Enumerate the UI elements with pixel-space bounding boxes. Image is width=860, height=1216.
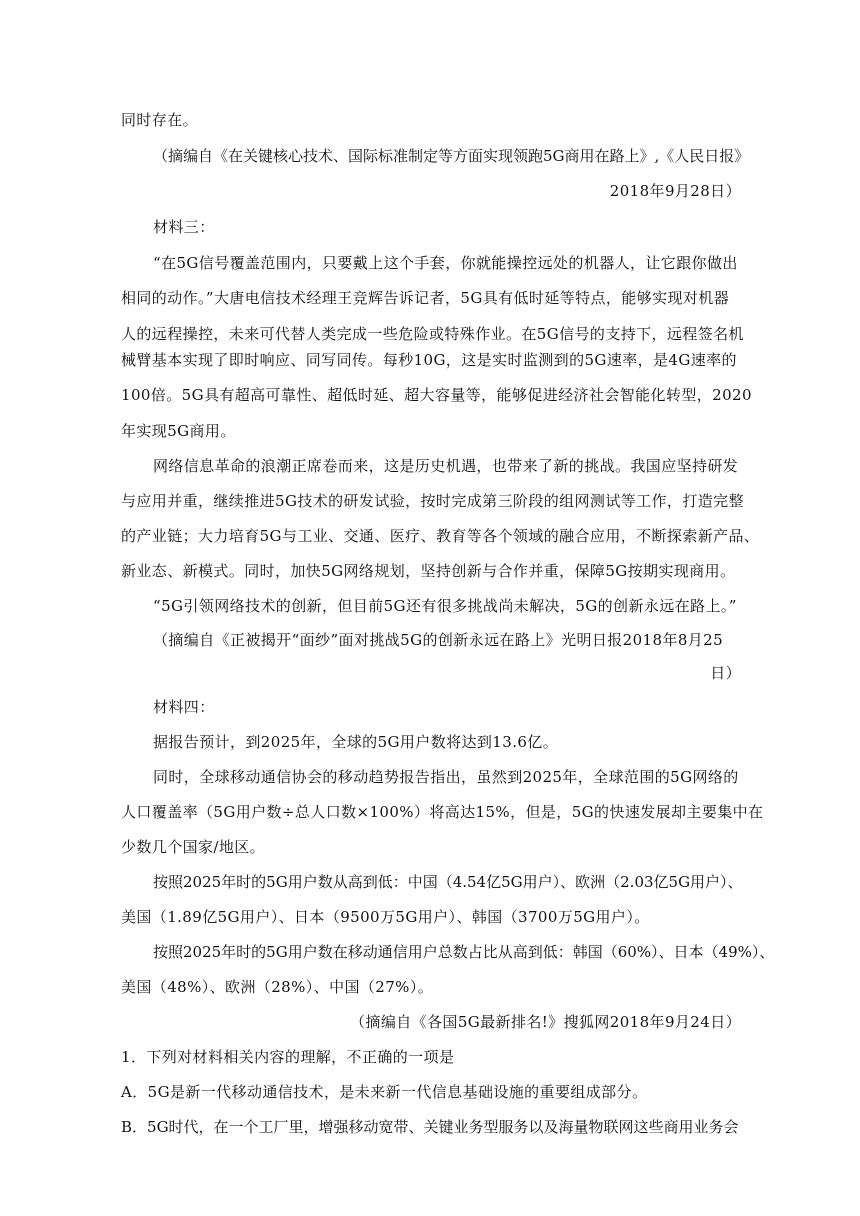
text-line: 年实现5G商用。 bbox=[121, 422, 236, 440]
citation-line: （摘编自《正被揭开“面纱”面对挑战5G的创新永远在路上》光明日报2018年8月25 bbox=[153, 631, 724, 649]
text-line: 相同的动作。”大唐电信技术经理王竞辉告诉记者，5G具有低时延等特点，能够实现对机器 bbox=[121, 289, 730, 307]
citation-date: 日） bbox=[710, 664, 741, 682]
text-line: 100倍。5G具有超高可靠性、超低时延、超大容量等，能够促进经济社会智能化转型，2020 bbox=[121, 386, 752, 404]
text-line: 人的远程操控，未来可代替人类完成一些危险或特殊作业。在5G信号的支持下，远程签名机 bbox=[121, 325, 744, 343]
section-heading: 材料三： bbox=[153, 218, 215, 236]
citation-date: 2018年9月28日） bbox=[609, 182, 741, 200]
option-a: A．5G是新一代移动通信技术，是未来新一代信息基础设施的重要组成部分。 bbox=[121, 1083, 648, 1101]
text-line: 人口覆盖率（5G用户数÷总人口数×100%）将高达15%，但是，5G的快速发展却主要集中在 bbox=[121, 803, 764, 821]
citation-line: （摘编自《在关键核心技术、国际标准制定等方面实现领跑5G商用在路上》,《人民日报》 bbox=[153, 147, 750, 165]
text-line: 少数几个国家/地区。 bbox=[121, 838, 266, 856]
citation-line: （摘编自《各国5G最新排名!》搜狐网2018年9月24日） bbox=[350, 1013, 741, 1031]
text-line: 按照2025年时的5G用户数从高到低：中国（4.54亿5G用户）、欧洲（2.03亿5G用户）、 bbox=[153, 873, 743, 891]
text-line: 与应用并重，继续推进5G技术的研发试验，按时完成第三阶段的组网测试等工作，打造完整 bbox=[121, 492, 744, 510]
text-line: 的产业链；大力培育5G与工业、交通、医疗、教育等各个领域的融合应用，不断探索新产品、 bbox=[121, 527, 760, 545]
text-line: 据报告预计，到2025年，全球的5G用户数将达到13.6亿。 bbox=[153, 733, 559, 751]
text-line: 网络信息革命的浪潮正席卷而来，这是历史机遇，也带来了新的挑战。我国应坚持研发 bbox=[153, 457, 739, 475]
text-line: 按照2025年时的5G用户数在移动通信用户总数占比从高到低：韩国（60%）、日本（49%）、 bbox=[153, 943, 775, 961]
text-line: 同时，全球移动通信协会的移动趋势报告指出，虽然到2025年，全球范围的5G网络的 bbox=[153, 768, 739, 786]
text-line: 美国（48%）、欧洲（28%）、中国（27%）。 bbox=[121, 978, 434, 996]
section-heading: 材料四： bbox=[153, 698, 215, 716]
question-stem: 1．下列对材料相关内容的理解，不正确的一项是 bbox=[121, 1048, 455, 1066]
text-line: 同时存在。 bbox=[121, 111, 199, 129]
option-b: B．5G时代，在一个工厂里，增强移动宽带、关键业务型服务以及海量物联网这些商用业务会 bbox=[121, 1118, 739, 1136]
text-line: “在5G信号覆盖范围内，只要戴上这个手套，你就能操控远处的机器人，让它跟你做出 bbox=[153, 254, 738, 272]
text-line: 械臂基本实现了即时响应、同写同传。每秒10G，这是实时监测到的5G速率，是4G速率的 bbox=[121, 351, 737, 369]
text-line: 新业态、新模式。同时，加快5G网络规划，坚持创新与合作并重，保障5G按期实现商用。 bbox=[121, 562, 736, 580]
text-line: 美国（1.89亿5G用户）、日本（9500万5G用户）、韩国（3700万5G用户）。 bbox=[121, 908, 650, 926]
text-line: “5G引领网络技术的创新，但目前5G还有很多挑战尚未解决，5G的创新永远在路上。” bbox=[153, 597, 737, 615]
